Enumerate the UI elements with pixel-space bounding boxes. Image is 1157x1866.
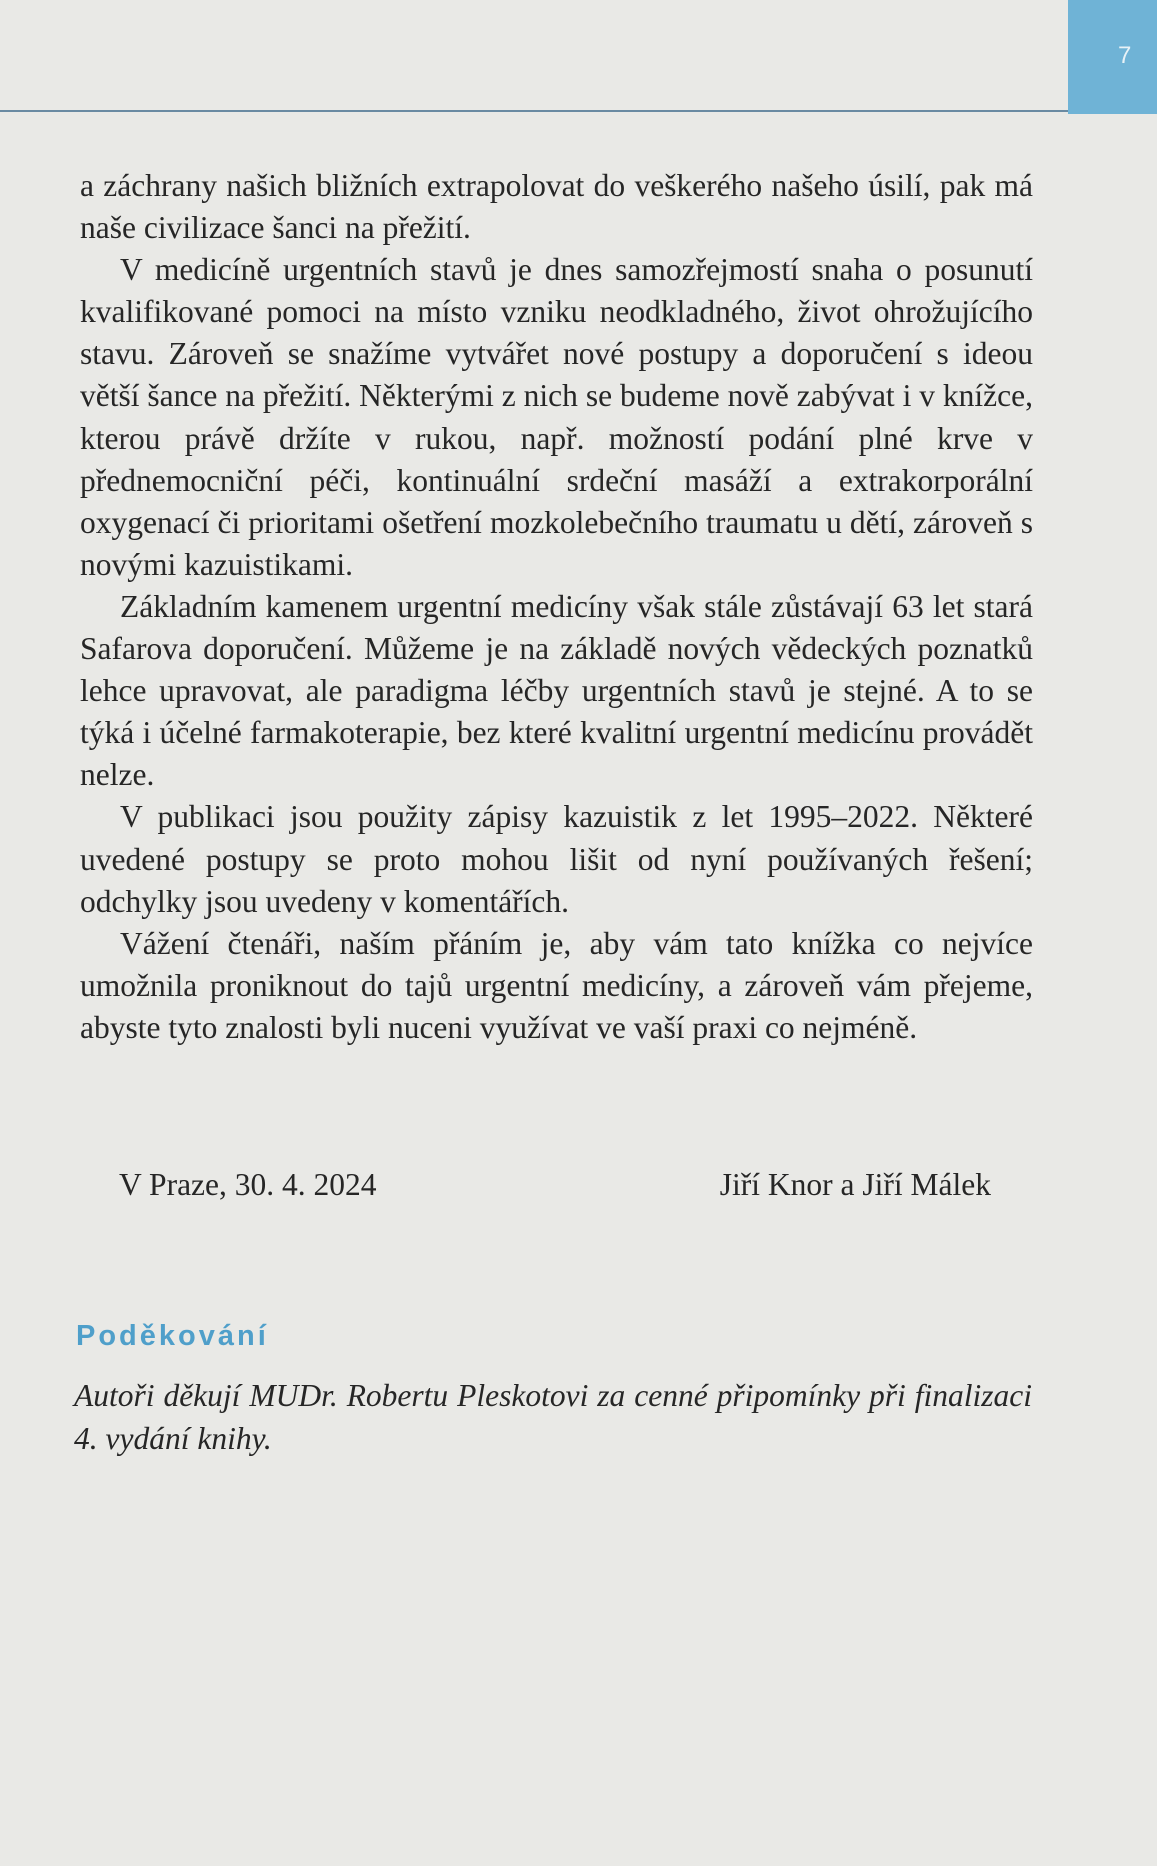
page-number-tab <box>1068 0 1157 114</box>
body-text <box>80 165 1033 1049</box>
paragraph: Základním kamenem urgentní medicíny však stále zůstávají 63 let stará Safarova doporučení. Můžeme je na základě nových vědeckých poznatků lehce upravovat, ale paradigma léčby urgentních stavů je stejné. A to se týká i účelné farmakoterapie, bez které kvalitní urgentní medicínu provádět nelze. <box>80 588 1033 793</box>
authors: Jiří Knor a Jiří Málek <box>719 1167 991 1202</box>
page-number: 7 <box>1118 42 1132 69</box>
paragraph: a záchrany našich bližních extrapolovat do veškerého našeho úsilí, pak má naše civilizace šanci na přežití. <box>80 168 1033 246</box>
acknowledgement-text: Autoři děkují MUDr. Robertu Pleskotovi za cenné připomínky při finalizaci 4. vydání knihy. <box>74 1378 1032 1456</box>
paragraph: V medicíně urgentních stavů je dnes samozřejmostí snaha o posunutí kvalifikované pomoci na místo vzniku neodkladného, život ohrožujícího stavu. Zároveň se snažíme vytvářet nové postupy a doporučení s ideou větší šance na přežití. Některými z nich se budeme nově zabývat i v knížce, kterou právě držíte v rukou, např. možností podání plné krve v přednemocniční péči, kontinuální srdeční masáží a extrakorporální oxygenací či prioritami ošetření mozkolebečního traumatu u dětí, zároveň s novými kazuistikami. <box>80 252 1033 582</box>
header-rule <box>0 110 1068 112</box>
paragraph: V publikaci jsou použity zápisy kazuistik z let 1995–2022. Některé uvedené postupy se proto mohou lišit od nyní používaných řešení; odchylky jsou uvedeny v komentářích. <box>80 799 1033 919</box>
acknowledgement-heading: Poděkování <box>76 1320 269 1352</box>
place-date: V Praze, 30. 4. 2024 <box>119 1167 377 1202</box>
paragraph: Vážení čtenáři, naším přáním je, aby vám tato knížka co nejvíce umožnila proniknout do tajů urgentní medicíny, a zároveň vám přejeme, abyste tyto znalosti byli nuceni využívat ve vaší praxi co nejméně. <box>80 925 1033 1045</box>
